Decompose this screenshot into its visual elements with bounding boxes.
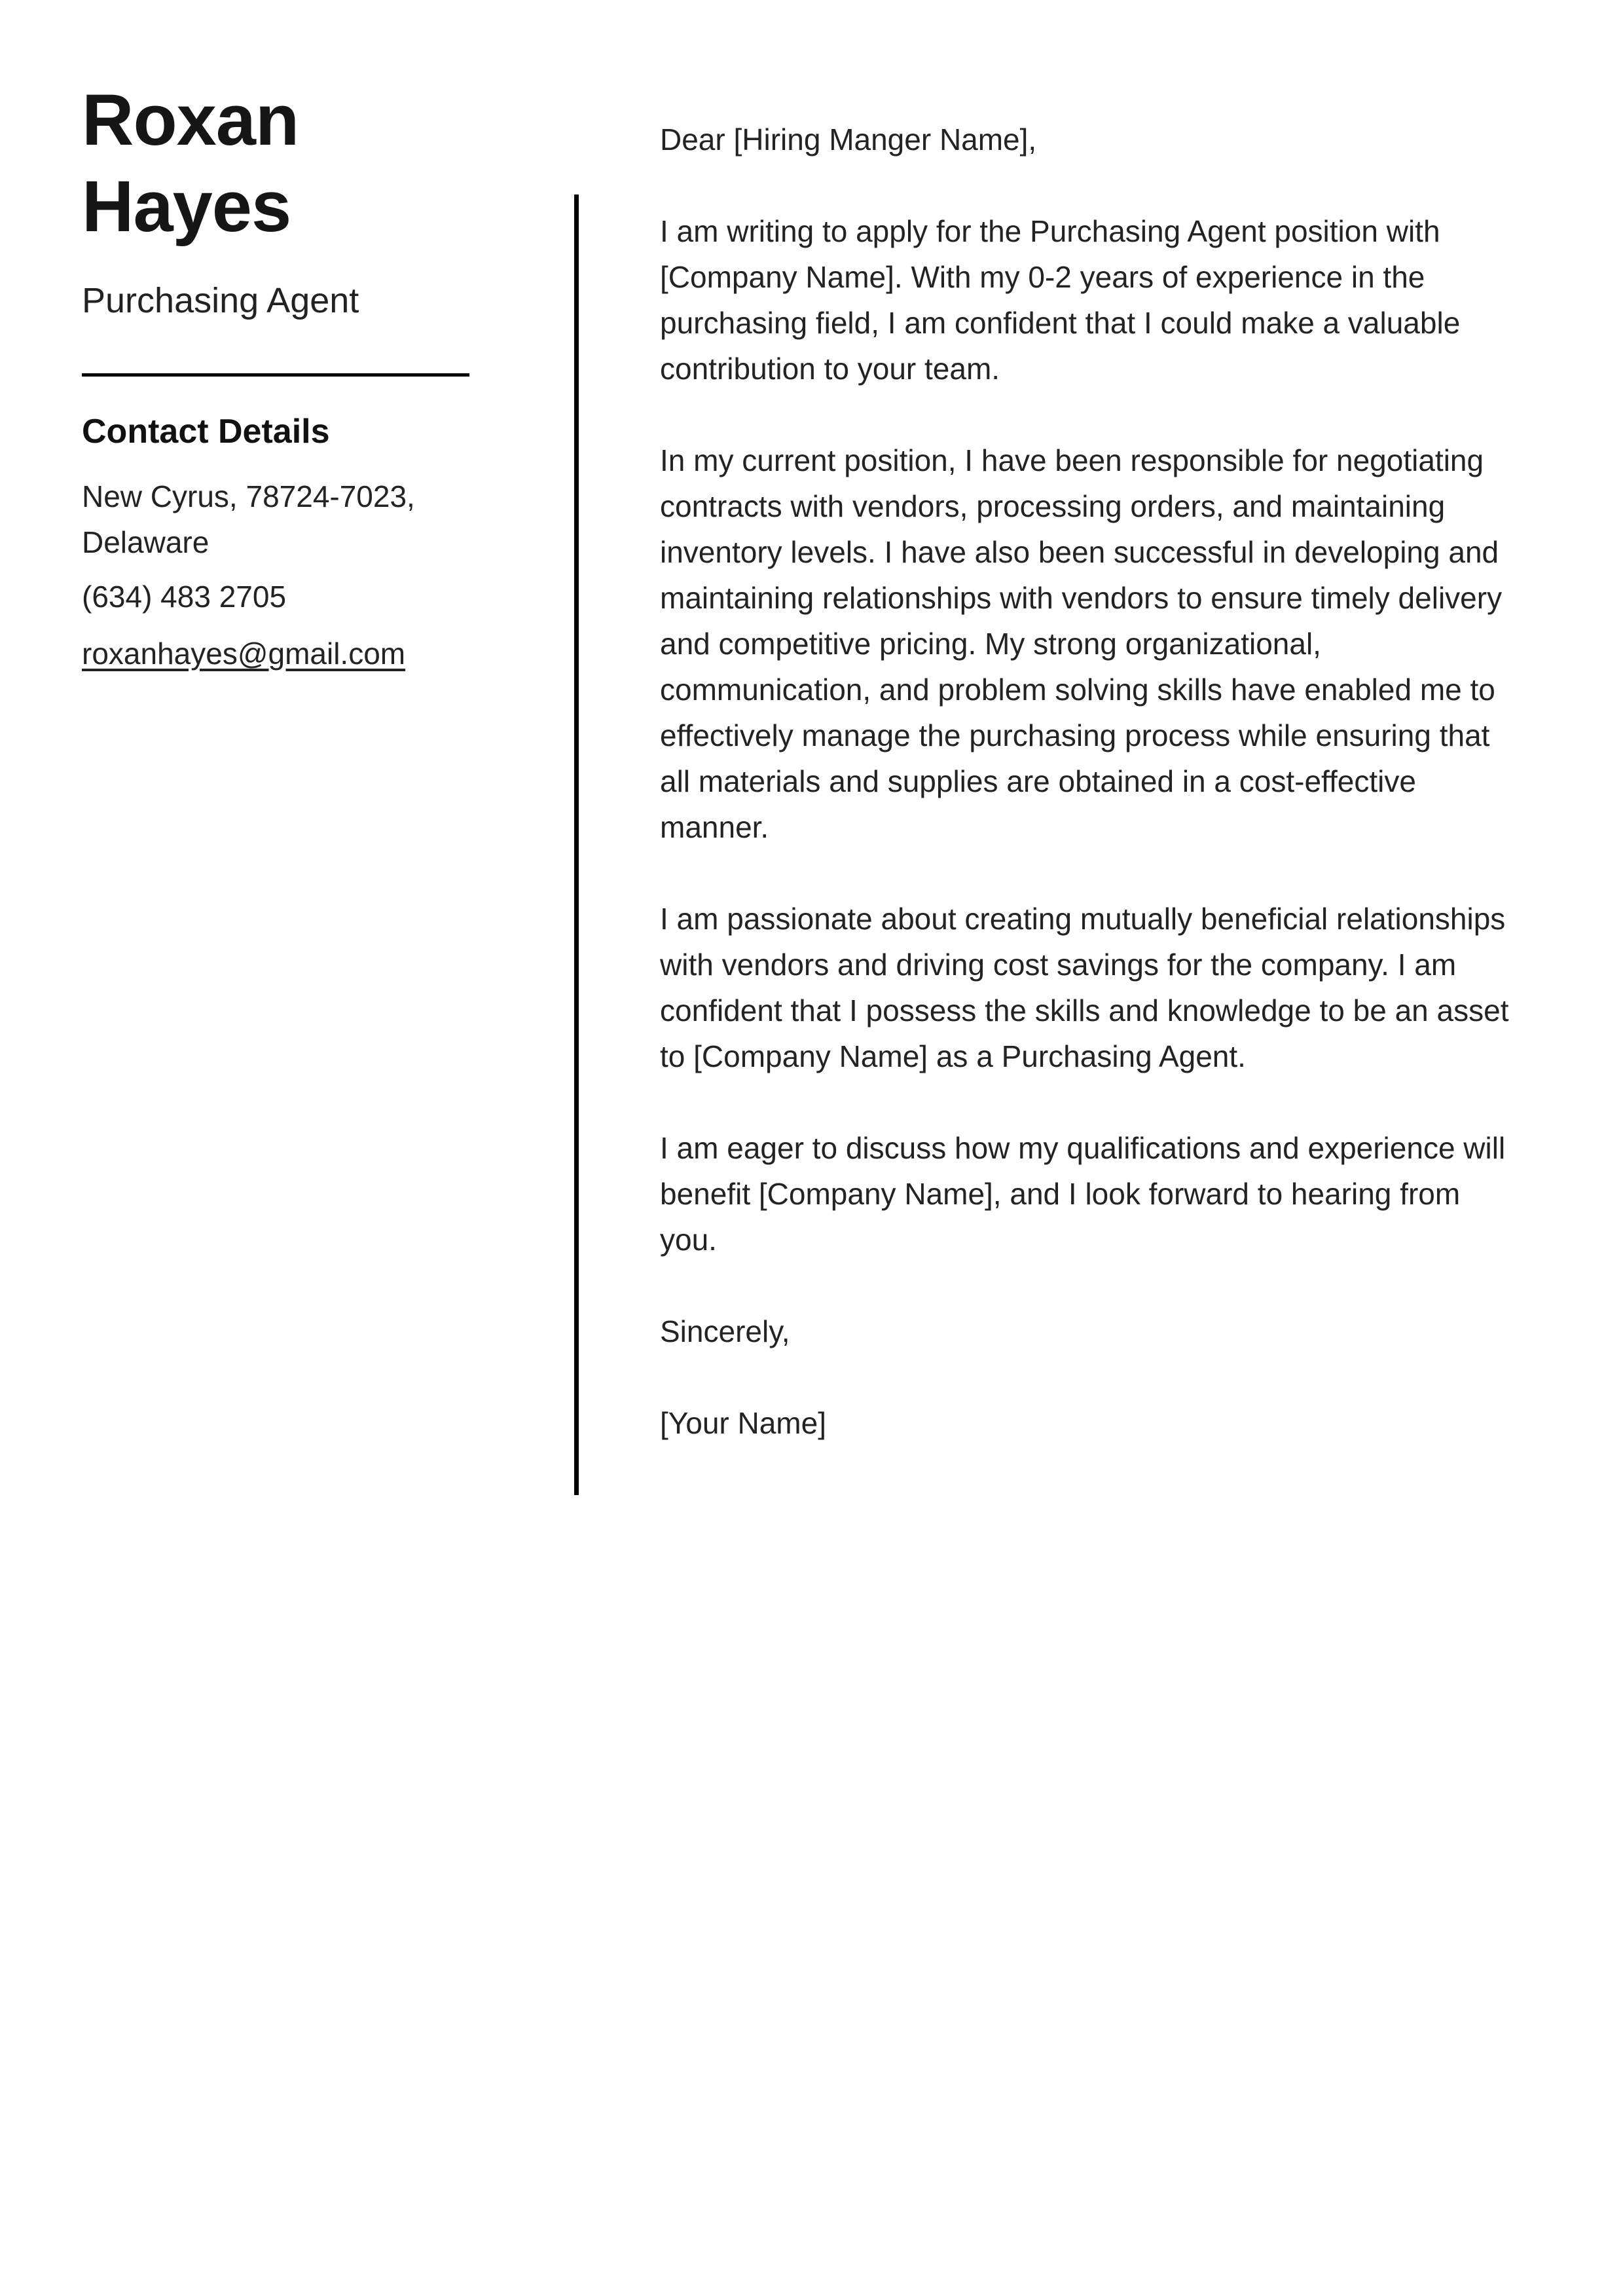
closing: Sincerely, <box>660 1314 790 1348</box>
paragraph-2: In my current position, I have been responsible for negotiating contracts with vendors, processing orders, and maintaining inventory levels. I have also been successful in developing and maintaining relationships with vendors to ensure timely delivery and competitive pricing. My strong organizational, communication, and problem solving skills have enabled me to effectively manage the purchasing process while ensuring that all materials and supplies are obtained in a cost-effective manner. <box>660 443 1503 844</box>
phone-number: (634) 483 2705 <box>82 580 287 614</box>
sidebar-rule <box>82 373 469 377</box>
sidebar <box>82 77 527 676</box>
paragraph-4: I am eager to discuss how my qualifications and experience will benefit [Company Name], and I look forward to hearing from you. <box>660 1131 1506 1257</box>
email-link[interactable]: roxanhayes@gmail.com <box>82 637 406 671</box>
contact-details-heading: Contact Details <box>82 412 330 451</box>
job-title: Purchasing Agent <box>82 281 359 320</box>
paragraph-3: I am passionate about creating mutually beneficial relationships with vendors and driving cost savings for the company. I am confident that I possess the skills and knowledge to be an asset to [Company Name] as a Purchasing Agent. <box>660 902 1509 1073</box>
signature: [Your Name] <box>660 1406 826 1440</box>
letter-body <box>660 117 1518 1446</box>
vertical-divider <box>574 194 579 1495</box>
name-line-1: Roxan <box>82 80 299 160</box>
address-line-1: New Cyrus, 78724-7023, <box>82 479 415 514</box>
address-line-2: Delaware <box>82 525 210 560</box>
name-line-2: Hayes <box>82 166 291 247</box>
paragraph-1: I am writing to apply for the Purchasing Agent position with [Company Name]. With my 0-2 years of experience in the purchasing field, I am confident that I could make a valuable contribution to your team. <box>660 214 1461 386</box>
greeting: Dear [Hiring Manger Name], <box>660 122 1037 157</box>
